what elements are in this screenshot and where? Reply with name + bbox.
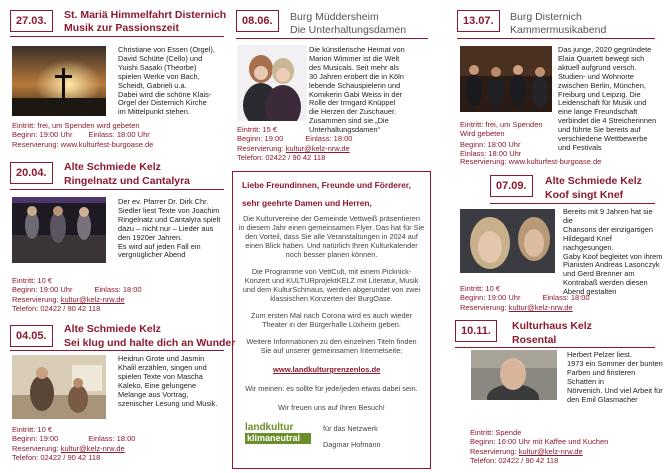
signature-line: für das Netzwerk [323, 424, 378, 433]
event-info: Eintritt: frei, um Spenden Wird gebeten Beginn: 18:00 Uhr Einlass: 18:00 Uhr [460, 120, 543, 158]
duo-photo [237, 45, 307, 121]
event-description: Bereits mit 9 Jahren hat sie die Chansons der einzigartigen Hildegard Knef nachgesungen. Gaby Koof begleitet von ihrem Pianisten Andreas Lasonczyk und Gerd Brenner am Kontrabaß werden diesen Abend gestalten [563, 207, 663, 297]
event-title: Rosental [512, 334, 557, 346]
event-info: Eintritt: frei, um Spenden wird gebeten Beginn: 19:00 Uhr Einlass: 18:00 Uhr Reservierung: www.kulturfest-burgoase.de [12, 121, 227, 149]
signature-name: Dagmar Hofmann [323, 440, 381, 449]
event-info: Eintritt: 15 € Beginn: 19:00 Einlass: 18:00 Reservierung: kultur@kelz-nrw.de Telefon: 02422 / 90 42 118 [237, 125, 353, 162]
divider [457, 38, 655, 39]
event-title: Sei klug und halte dich an Wunder [64, 337, 236, 349]
email-link[interactable]: kultur@kelz-nrw.de [285, 143, 350, 153]
greeting-paragraph: Die Programme von VettCult, mit einem Picknick- Konzert und KULTURprojektKELZ mit Literatur, Musik und dem KulturSchmaus, werden abgerundet von zwei klassischen Konzerten der BurgOase. [242, 267, 421, 303]
divider [10, 189, 224, 190]
reservation-line[interactable]: Reservierung: www.kulturfest-burgoase.de [460, 157, 602, 166]
event-info: Eintritt: 10 € Beginn: 19:00 Uhr Einlass: 18:00 Reservierung: kultur@kelz-nrw.de Telefon: 02422 / 90 42 118 [12, 276, 142, 313]
event-info: Eintritt: 10 € Beginn: 19:00 Einlass: 18:00 Reservierung: kultur@kelz-nrw.de Telefon: 02422 / 90 42 118 [12, 425, 136, 462]
email-link[interactable]: kultur@kelz-nrw.de [60, 294, 125, 304]
event-venue: Alte Schmiede Kelz [64, 323, 161, 335]
event-venue: St. Mariä Himmelfahrt Disternich [64, 9, 227, 21]
performers-photo [12, 355, 106, 419]
date-badge: 10.11. [455, 320, 497, 342]
event-info: Eintritt: Spende Beginn: 16:00 Uhr mit Kaffee und Kuchen Reservierung: kultur@kelz-nrw.de Telefon: 02422 / 90 42 118 [470, 428, 609, 465]
divider [455, 347, 655, 348]
greeting-paragraph: Zum ersten Mal nach Corona wird es auch wieder Theater in der Bürgerhalle Lüxheim geben. [250, 311, 412, 329]
greeting-paragraph: Weitere Informationen zu den einzelnen Titeln finden Sie auf unserer gemeinsamen Internetseite: [246, 337, 417, 355]
greeting-box [232, 171, 431, 469]
divider [10, 36, 224, 37]
event-title: Ringelnatz und Cantalyra [64, 175, 191, 187]
quartet-photo [460, 46, 552, 112]
event-description: Der ev. Pfarrer Dr. Dirk Chr. Siedler liest Texte von Joachim Ringelnatz und Cantalyra spielt dazu – nicht nur – Lieder aus den 1920er Jahren. Es wird auf jeden Fall ein vergnüglicher Abend [118, 197, 221, 260]
event-venue: Alte Schmiede Kelz [545, 175, 642, 187]
divider [10, 350, 224, 351]
greeting-paragraph: Die Kulturvereine der Gemeinde Vettweiß präsentieren in diesem Jahr einen gemeinsamen Flyer. Das hat für Sie den Vorteil, dass Sie alle Veranstaltungen in 2024 auf einen Blick haben. Und natürlich Ihren Kulturkalender noch besser planen können. [238, 214, 425, 259]
event-title: Koof singt Knef [545, 189, 624, 201]
event-title: Die Unterhaltungsdamen [290, 24, 407, 36]
website-link[interactable]: www.landkulturgrenzenlos.de [273, 365, 381, 374]
event-description: Das junge, 2020 gegründete Elaia Quartett bewegt sich aktuell aufgrund versch. Studien- und Wohnorte zwischen Berlin, München, Freiburg und Leipzig. Die Leidenschaft für Musik und eine lange Freundschaft verbindet die 4 Streicherinnen und führte Sie bereits auf verschiedene Wettbewerbe und Festivals [558, 45, 657, 152]
date-badge: 08.06. [236, 10, 279, 32]
date-badge: 27.03. [10, 10, 53, 32]
email-link[interactable]: kultur@kelz-nrw.de [518, 446, 583, 456]
date-badge: 07.09. [490, 175, 533, 197]
event-title: Musik zur Passionszeit [64, 22, 179, 34]
event-venue: Kulturhaus Kelz [512, 320, 592, 332]
greeting-subheading: sehr geehrte Damen und Herren, [242, 198, 372, 208]
landkultur-logo: landkultur klimaneutral [245, 422, 311, 448]
date-badge: 20.04. [10, 162, 53, 184]
greeting-closing: Wir meinen: es sollte für jede/jeden etwas dabei sein. [245, 384, 418, 393]
event-description: Herbert Pelzer liest. 1973 ein Sommer der bunten Farben und finsteren Schatten in Nörvenich. Und viel Arbeit für den Emil Glasmacher [567, 350, 663, 404]
greeting-closing: Wir freuen uns auf Ihren Besuch! [278, 403, 385, 412]
event-info: Eintritt: 10 € Beginn: 19:00 Uhr Einlass: 18:00 Reservierung: kultur@kelz-nrw.de [460, 284, 590, 312]
event-venue: Burg Müddersheim [290, 11, 379, 23]
date-badge: 13.07. [457, 10, 500, 32]
email-link[interactable]: kultur@kelz-nrw.de [60, 443, 125, 453]
event-venue: Burg Disternich [510, 11, 582, 23]
date-badge: 04.05. [10, 325, 53, 347]
reservation-line[interactable]: Reservierung: www.kulturfest-burgoase.de [12, 139, 154, 149]
greeting-heading: Liebe Freundinnen, Freunde und Förderer, [242, 180, 411, 190]
event-description: Die künstlerische Heimat von Marion Wimmer ist die Welt des Musicals. Seit mehr als 30 Jahren erobert die in Köln lebende Schauspielerin und Komikerin Gabi Weiss in der Rolle der Irmgard Knüppel die Herzen der Zuschauer. Zusammen sind sie „Die Unterhaltungsdamen“ [309, 45, 405, 135]
event-venue: Alte Schmiede Kelz [64, 161, 161, 173]
divider [236, 38, 428, 39]
email-link[interactable]: kultur@kelz-nrw.de [508, 302, 573, 312]
event-description: Christiane von Essen (Orgel), David Schütte (Cello) und Yuishi Sasaki (Theorbe) spielen Werke von Bach, Scheidt, Gabrieli u.a. Dabei wird die schöne Klais- Orgel der Disternich Kirche im Mittelpunkt stehen. [118, 45, 215, 117]
divider [490, 203, 655, 204]
singer-photo [460, 209, 555, 273]
church-sunset-photo [12, 46, 106, 116]
author-photo [471, 350, 557, 400]
event-description: Heidrun Grote und Jasmin Khalil erzählen, singen und spielen Texte von Mascha Kaleko. Eine gelungene Melange aus Vortrag, szenischer Lesung und Musik. [118, 354, 218, 408]
concert-photo [12, 197, 106, 263]
event-title: Kammermusikabend [510, 24, 607, 36]
